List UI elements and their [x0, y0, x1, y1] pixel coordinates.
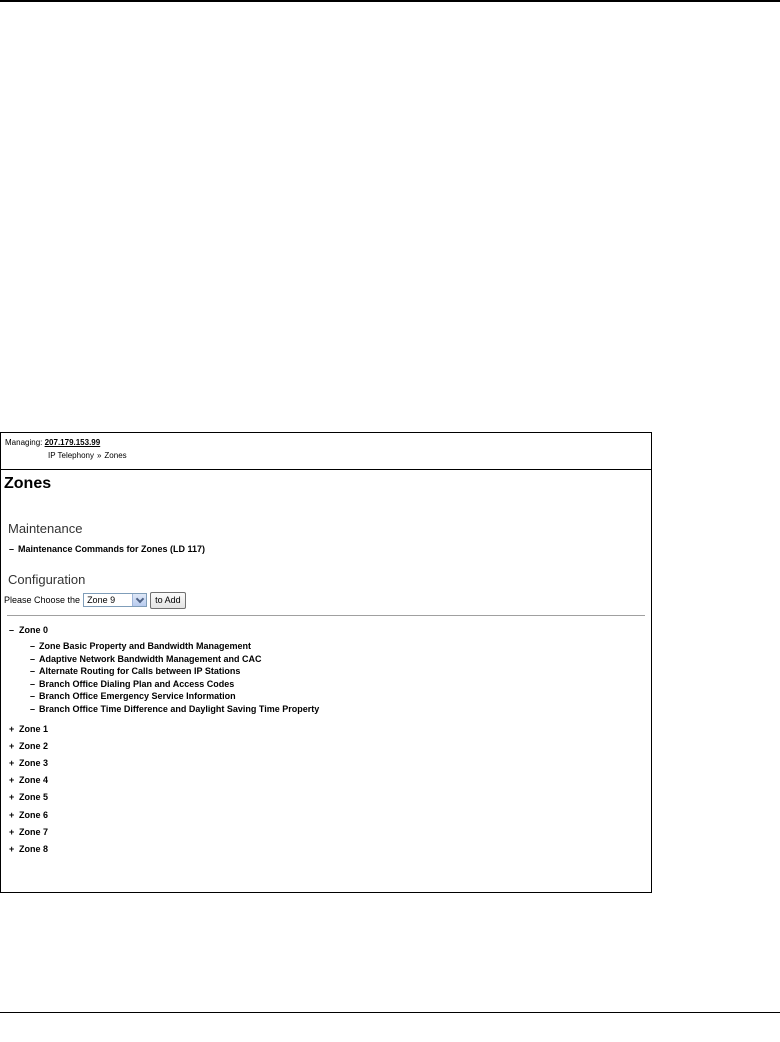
zone-sub-link-4[interactable] — [30, 691, 236, 701]
bullet-dash: – — [9, 544, 15, 554]
zone-label: Zone 2 — [19, 740, 49, 751]
managing-label: Managing: — [5, 438, 43, 447]
zone-label: Zone 6 — [19, 809, 49, 820]
zone-row-0[interactable] — [9, 625, 48, 635]
zone-tree — [1, 433, 651, 892]
maintenance-commands-label: Maintenance Commands for Zones (LD 117) — [18, 544, 206, 554]
managing-ip-link[interactable]: 207.179.153.99 — [44, 438, 101, 447]
bullet-dash: – — [30, 691, 36, 702]
bullet-dash: – — [30, 666, 36, 677]
zone-label: Zone 5 — [19, 792, 49, 803]
breadcrumb-item-ip-telephony[interactable]: IP Telephony — [48, 451, 94, 460]
expand-toggle-icon[interactable]: + — [9, 740, 15, 751]
zone-label: Zone 3 — [19, 758, 49, 768]
zone-sub-link-label: Branch Office Time Difference and Daylight Saving Time Property — [39, 704, 320, 714]
zone-sub-link-3[interactable] — [30, 679, 234, 689]
choose-label: Please Choose the — [4, 595, 81, 605]
zone-sub-link-label: Branch Office Dialing Plan and Access Codes — [39, 678, 235, 689]
bullet-dash: – — [30, 641, 36, 651]
zone-row-6[interactable] — [9, 810, 48, 820]
configuration-heading: Configuration — [8, 572, 86, 587]
maintenance-heading: Maintenance — [8, 521, 83, 536]
zone-row-1[interactable] — [9, 724, 48, 734]
zone-select-value: Zone 9 — [87, 595, 116, 605]
bullet-dash: – — [30, 704, 36, 714]
expand-toggle-icon[interactable]: + — [9, 792, 15, 803]
zone-label: Zone 0 — [19, 625, 49, 635]
zone-row-5[interactable] — [9, 792, 48, 802]
zone-label: Zone 1 — [19, 723, 49, 734]
zone-sub-link-label: Branch Office Emergency Service Information — [39, 691, 236, 702]
zone-sub-link-2[interactable] — [30, 666, 240, 676]
breadcrumb-separator: » — [96, 451, 102, 460]
expand-toggle-icon[interactable]: + — [9, 809, 15, 820]
zone-sub-link-label: Adaptive Network Bandwidth Management and CAC — [39, 653, 262, 664]
zone-label: Zone 8 — [19, 844, 49, 854]
zone-row-4[interactable] — [9, 775, 48, 785]
zone-row-3[interactable] — [9, 758, 48, 768]
zone-sub-link-5[interactable] — [30, 704, 319, 714]
add-zone-button[interactable]: to Add — [150, 592, 186, 609]
expand-toggle-icon[interactable]: + — [9, 826, 15, 837]
collapse-toggle-icon[interactable]: – — [9, 625, 15, 635]
zone-label: Zone 4 — [19, 775, 49, 786]
zone-label: Zone 7 — [19, 826, 49, 837]
expand-toggle-icon[interactable]: + — [9, 775, 15, 786]
page-title: Zones — [4, 475, 52, 492]
breadcrumb-item-zones: Zones — [104, 451, 127, 460]
zone-sub-link-0[interactable] — [30, 641, 251, 651]
zone-row-8[interactable] — [9, 844, 48, 854]
bullet-dash: – — [30, 653, 36, 664]
expand-toggle-icon[interactable]: + — [9, 844, 15, 854]
zones-screenshot-frame — [0, 432, 652, 893]
zone-sub-link-label: Alternate Routing for Calls between IP Stations — [39, 666, 241, 677]
top-rule — [0, 0, 780, 2]
zone-sub-link-label: Zone Basic Property and Bandwidth Management — [39, 641, 252, 651]
zone-row-7[interactable] — [9, 827, 48, 837]
bottom-rule — [0, 1012, 780, 1013]
expand-toggle-icon[interactable]: + — [9, 758, 15, 768]
zone-row-2[interactable] — [9, 741, 48, 751]
expand-toggle-icon[interactable]: + — [9, 723, 15, 734]
bullet-dash: – — [30, 678, 36, 689]
zone-sub-link-1[interactable] — [30, 654, 262, 664]
